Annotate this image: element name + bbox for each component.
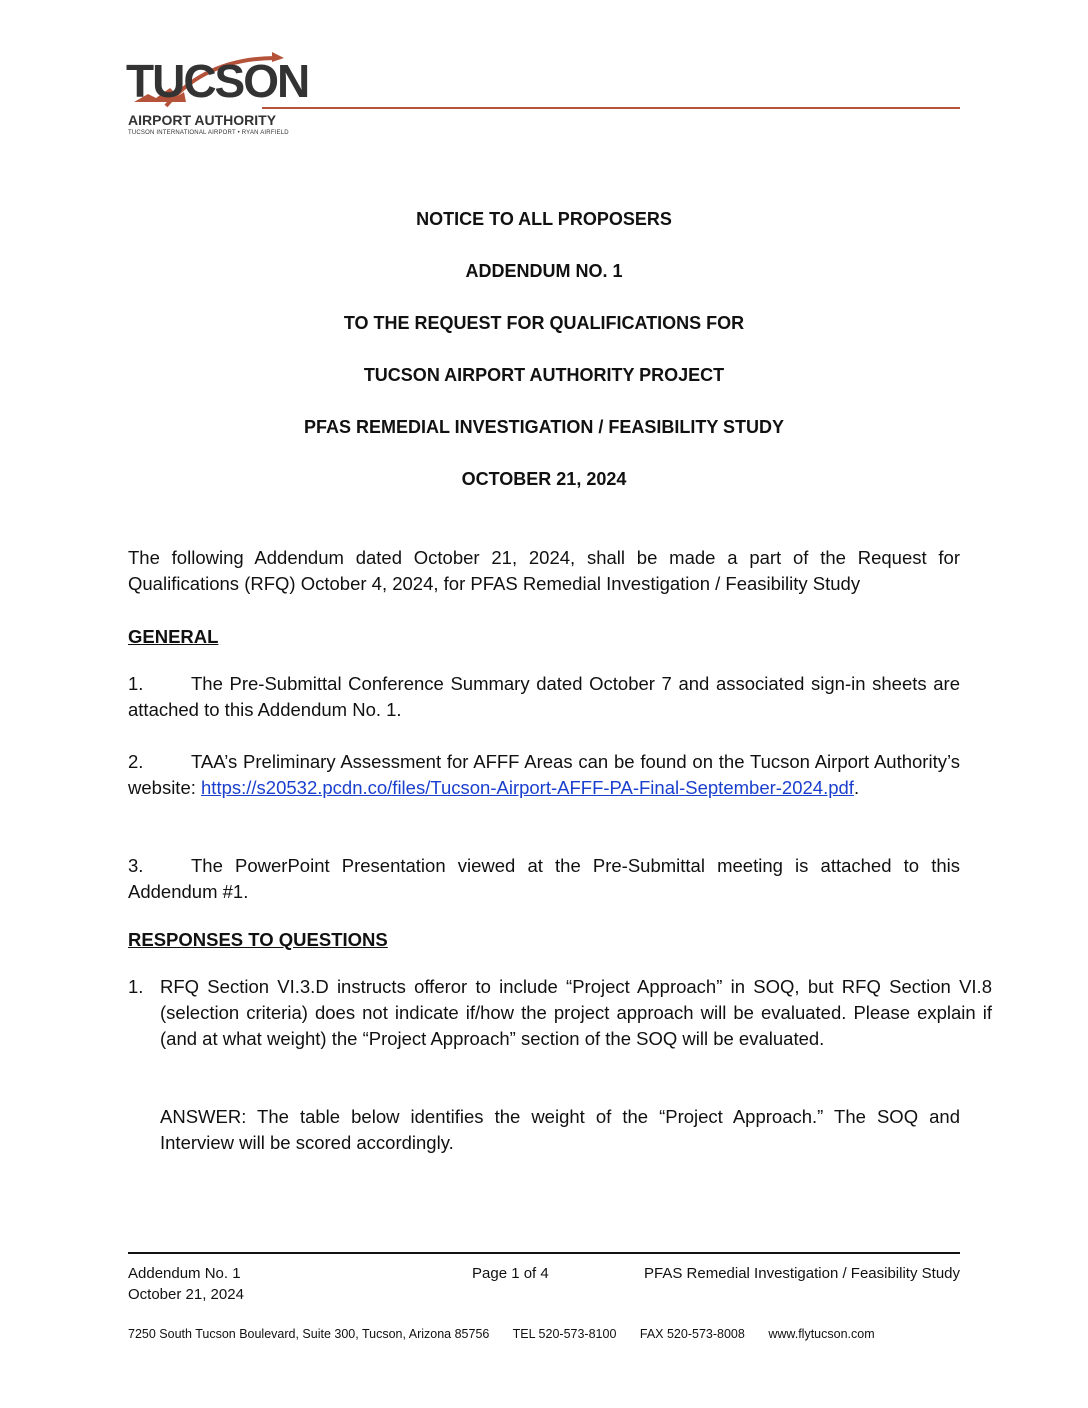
title-study: PFAS REMEDIAL INVESTIGATION / FEASIBILITY STUDY [303, 417, 785, 437]
intro-paragraph: The following Addendum dated October 21, 2024, shall be made a part of the Request for Qualifications (RFQ) October 4, 2024, for PFAS Remedial Investigation / Feasibility Study [128, 547, 960, 594]
title-date: OCTOBER 21, 2024 [461, 469, 627, 489]
footer-addendum: Addendum No. 1 [128, 1265, 241, 1282]
general-item-3 [128, 853, 960, 905]
header-rule [262, 107, 960, 109]
footer-project: PFAS Remedial Investigation / Feasibility Study [644, 1265, 960, 1282]
item-number: 2. [128, 751, 144, 772]
footer-date: October 21, 2024 [128, 1286, 244, 1303]
footer-page-number: Page 1 of 4 [472, 1265, 549, 1282]
footer-left [128, 1263, 244, 1305]
question-1 [128, 974, 992, 1052]
item-text: The Pre-Submittal Conference Summary dated October 7 and associated sign-in sheets are attached to this Addendum No. 1. [128, 673, 960, 720]
footer-contact [128, 1327, 895, 1341]
question-text: RFQ Section VI.3.D instructs offeror to include “Project Approach” in SOQ, but RFQ Section VI.8 (selection criteria) does not indicate if/how the project approach will be evaluated. Please explain if (and at what weight) the “Project Approach” section of the SOQ will be evaluated. [160, 976, 992, 1049]
footer-address: 7250 South Tucson Boulevard, Suite 300, Tucson, Arizona 85756 [128, 1327, 490, 1341]
general-heading: GENERAL [128, 626, 219, 647]
title-rfq: TO THE REQUEST FOR QUALIFICATIONS FOR [343, 313, 745, 333]
footer-tel: TEL 520-573-8100 [512, 1327, 617, 1341]
footer-rule [128, 1252, 960, 1254]
question-number: 1. [128, 976, 144, 997]
item-text: The PowerPoint Presentation viewed at the Pre-Submittal meeting is attached to this Addendum #1. [128, 855, 960, 902]
tucson-airport-authority-logo [126, 50, 326, 142]
item-text: TAA’s Preliminary Assessment for AFFF Areas can be found on the Tucson Airport Authority’s website: [128, 751, 960, 798]
logo-wordmark: TUCSON [126, 55, 309, 107]
general-item-2 [128, 749, 960, 801]
answer-1: ANSWER: The table below identifies the weight of the “Project Approach.” The SOQ and Interview will be scored accordingly. [160, 1106, 960, 1153]
item-number: 1. [128, 673, 144, 694]
general-item-1 [128, 671, 960, 723]
footer-web: www.flytucson.com [768, 1327, 875, 1341]
logo-subtitle: AIRPORT AUTHORITY [128, 112, 277, 128]
title-block [128, 206, 960, 518]
title-addendum: ADDENDUM NO. 1 [465, 261, 623, 281]
title-project: TUCSON AIRPORT AUTHORITY PROJECT [363, 365, 725, 385]
footer-fax: FAX 520-573-8008 [639, 1327, 745, 1341]
title-notice: NOTICE TO ALL PROPOSERS [416, 209, 672, 229]
afff-pa-link[interactable]: https://s20532.pcdn.co/files/Tucson-Airport-AFFF-PA-Final-September-2024.pdf [201, 777, 854, 798]
logo-tagline: TUCSON INTERNATIONAL AIRPORT • RYAN AIRFIELD [128, 130, 289, 136]
item-text-end: . [853, 777, 860, 798]
responses-heading: RESPONSES TO QUESTIONS [128, 929, 388, 950]
item-number: 3. [128, 855, 144, 876]
